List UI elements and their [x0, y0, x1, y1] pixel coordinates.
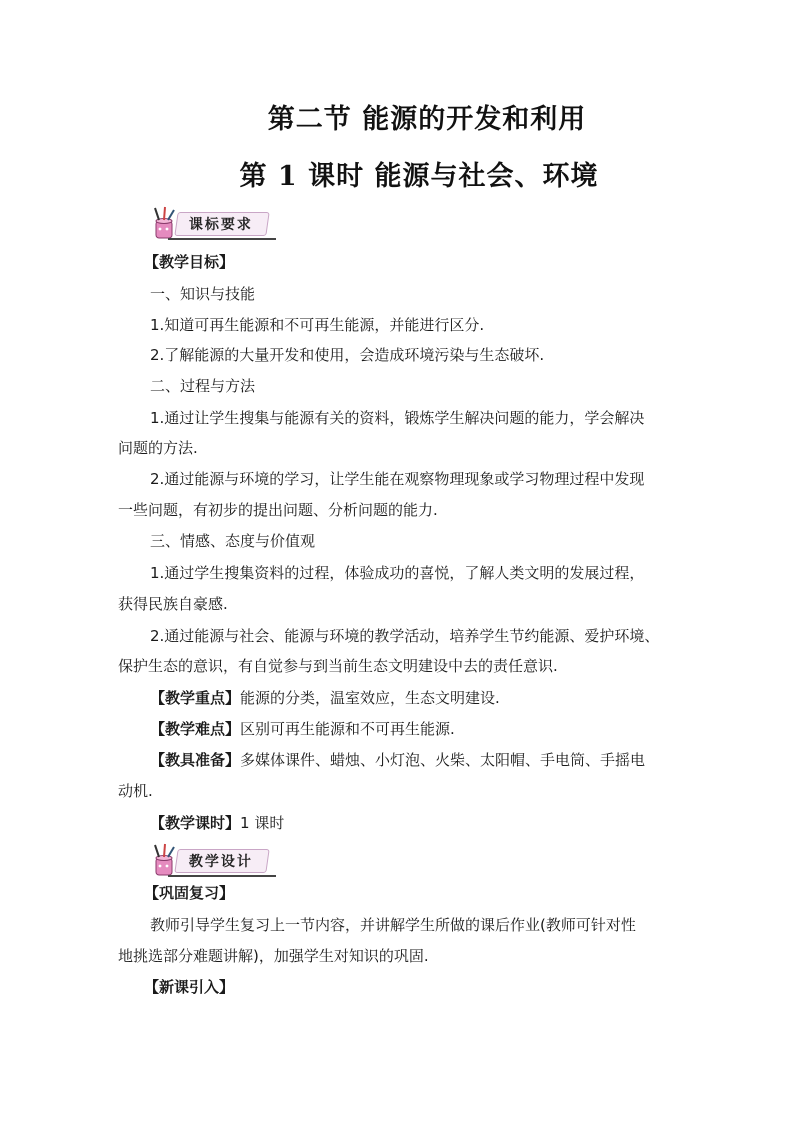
section-badge-design — [146, 842, 276, 878]
paragraph: 一些问题，有初步的提出问题、分析问题的能力. — [118, 501, 438, 519]
paragraph: 获得民族自豪感. — [118, 595, 228, 613]
heading-review: 【巩固复习】 — [144, 884, 235, 902]
paragraph: 2.了解能源的大量开发和使用，会造成环境污染与生态破坏. — [150, 346, 545, 364]
difficulty-label: 【教学难点】 — [150, 720, 241, 738]
teaching-aids-label: 【教具准备】 — [150, 751, 241, 769]
badge-label: 课标要求 — [188, 217, 253, 233]
section-badge-curriculum — [146, 205, 276, 241]
heading-new-lesson: 【新课引入】 — [144, 978, 235, 996]
difficulty-text: 区别可再生能源和不可再生能源. — [240, 720, 455, 738]
teaching-aids-text: 多媒体课件、蜡烛、小灯泡、火柴、太阳帽、手电筒、手摇电 — [240, 751, 646, 769]
heading-teaching-goals: 【教学目标】 — [144, 253, 235, 271]
paragraph: 1.通过学生搜集资料的过程，体验成功的喜悦，了解人类文明的发展过程， — [150, 564, 645, 582]
badge-label: 教学设计 — [188, 854, 253, 870]
teaching-aids-row — [150, 750, 645, 770]
paragraph: 2.通过能源与社会、能源与环境的教学活动，培养学生节约能源、爱护环境、 — [150, 627, 660, 645]
paragraph: 问题的方法. — [118, 439, 198, 457]
paragraph: 地挑选部分难题讲解)，加强学生对知识的巩固. — [118, 947, 429, 965]
paragraph: 1.知道可再生能源和不可再生能源，并能进行区分. — [150, 316, 485, 334]
class-hours-row — [150, 813, 284, 833]
difficulty-row — [150, 719, 455, 739]
key-points-label: 【教学重点】 — [150, 689, 241, 707]
section-emotion: 三、情感、态度与价值观 — [150, 532, 316, 550]
page-title: 第二节 能源的开发和利用 — [267, 104, 587, 135]
section-knowledge: 一、知识与技能 — [150, 285, 256, 303]
paragraph: 1.通过让学生搜集与能源有关的资料，锻炼学生解决问题的能力，学会解决 — [150, 409, 645, 427]
key-points-row — [150, 688, 500, 708]
paragraph: 2.通过能源与环境的学习，让学生能在观察物理现象或学习物理过程中发现 — [150, 470, 645, 488]
paragraph: 教师引导学生复习上一节内容，并讲解学生所做的课后作业(教师可针对性 — [150, 916, 636, 934]
key-points-text: 能源的分类，温室效应，生态文明建设. — [240, 689, 500, 707]
page-subtitle: 第 1 课时 能源与社会、环境 — [239, 161, 599, 192]
paragraph: 保护生态的意识，有自觉参与到当前生态文明建设中去的责任意识. — [118, 657, 558, 675]
class-hours-label: 【教学课时】 — [150, 814, 241, 832]
class-hours-text: 1 课时 — [240, 814, 285, 832]
section-process: 二、过程与方法 — [150, 377, 256, 395]
paragraph: 动机. — [118, 782, 153, 800]
